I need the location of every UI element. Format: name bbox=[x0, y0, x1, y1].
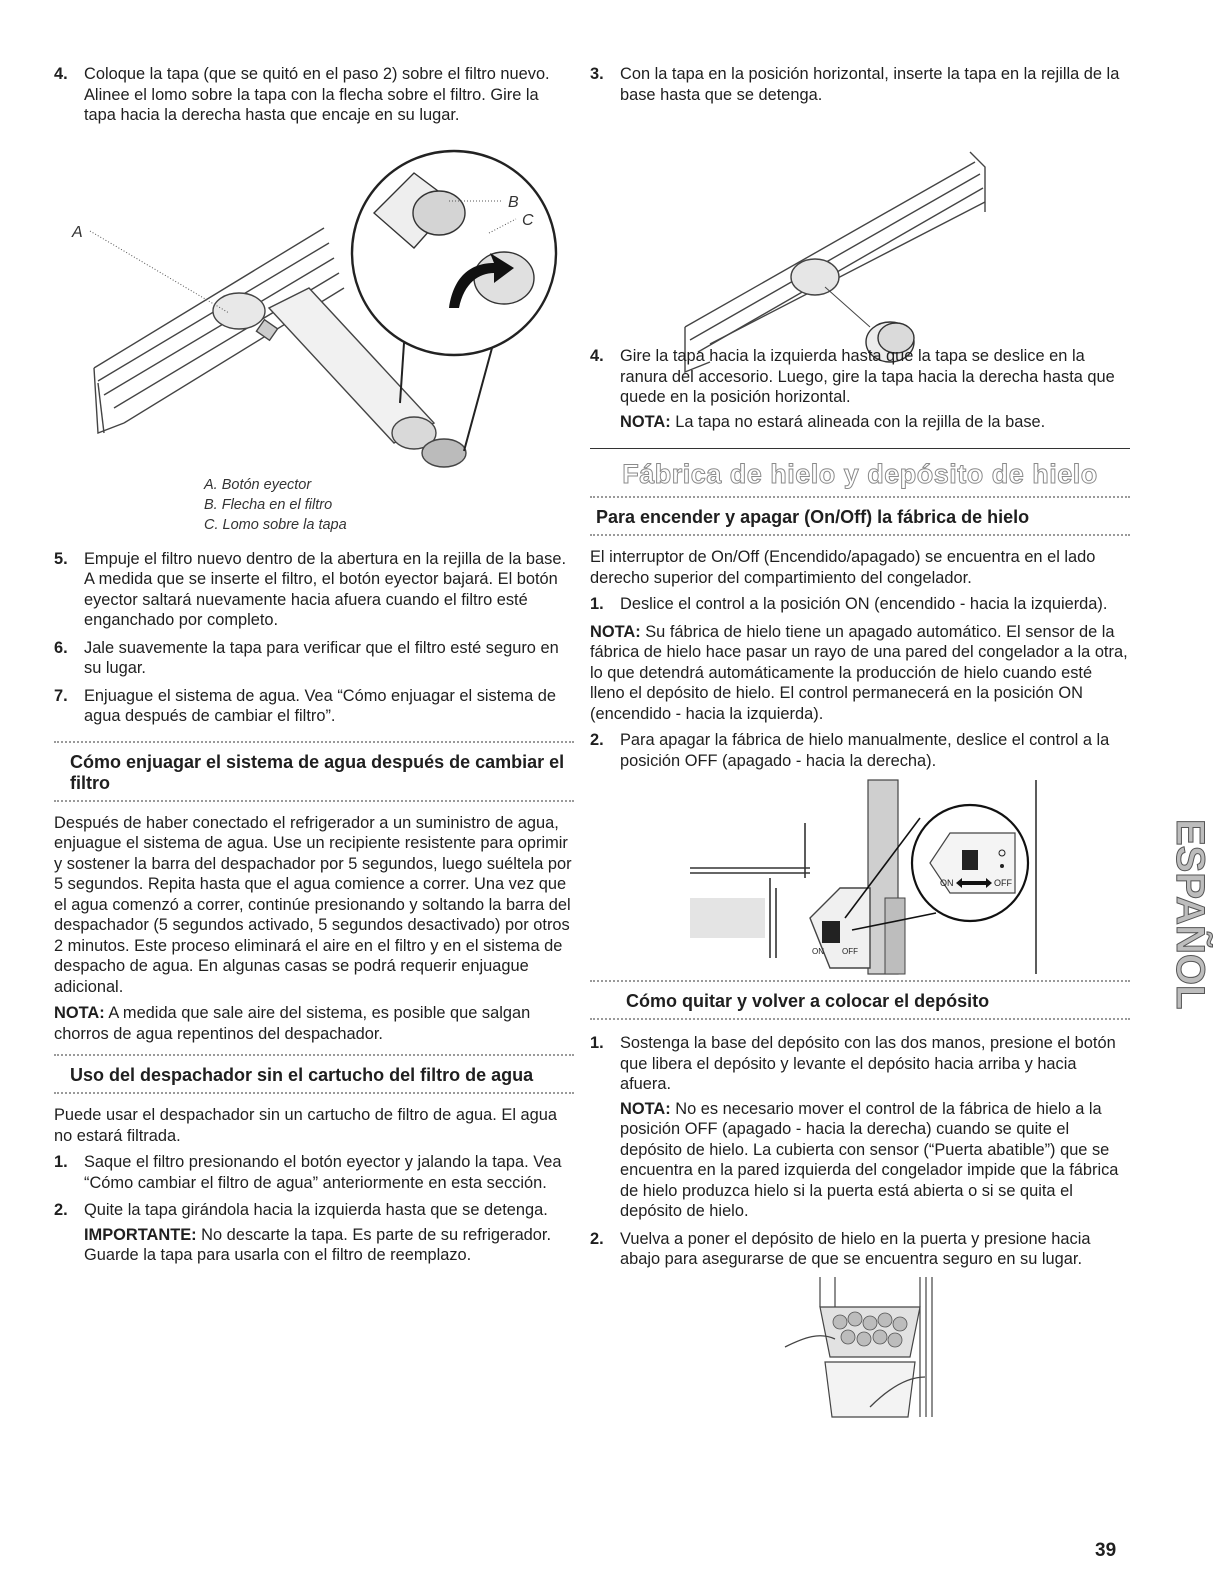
note-label: NOTA: bbox=[620, 412, 671, 431]
heading-no-filter: Uso del despachador sin el cartucho del filtro de agua bbox=[70, 1065, 534, 1085]
divider bbox=[590, 534, 1130, 539]
step-4-cap bbox=[54, 64, 574, 126]
label-c: C bbox=[522, 211, 534, 229]
ice-maker-switch-illustration bbox=[590, 778, 1130, 978]
label-b: B bbox=[508, 193, 519, 211]
divider bbox=[54, 1054, 574, 1059]
divider bbox=[590, 1018, 1130, 1023]
important-label: IMPORTANTE: bbox=[84, 1225, 197, 1244]
step-text: Empuje el filtro nuevo dentro de la abertura en la rejilla de la base. A medida que se inserte el filtro, el botón eyector bajará. El botón eyector saltará nuevamente hacia afuera cuando el filtro esté enganchado por completo. bbox=[84, 549, 566, 629]
step-5 bbox=[54, 549, 574, 631]
step-4-rotate bbox=[590, 346, 1130, 432]
step-number: 1. bbox=[590, 1034, 604, 1052]
step-text: Coloque la tapa (que se quitó en el paso 2) sobre el filtro nuevo. Alinee el lomo sobre la tapa con la flecha sobre el filtro. Gire la tapa hacia la derecha hasta que encaje en su lugar. bbox=[84, 65, 550, 124]
left-column bbox=[54, 64, 574, 1273]
ice-bin-illustration bbox=[590, 1277, 1130, 1427]
on-off-paragraph: El interruptor de On/Off (Encendido/apagado) se encuentra en el lado derecho superior del compartimiento del congelador. bbox=[590, 548, 1096, 587]
heading-bin: Cómo quitar y volver a colocar el depósito bbox=[626, 991, 990, 1011]
switch-on-label-small: ON bbox=[812, 947, 824, 956]
flush-note bbox=[54, 1003, 574, 1044]
step-text: Sostenga la base del depósito con las dos manos, presione el botón que libera el depósito y levante el depósito hacia arriba y hacia afuera. bbox=[620, 1034, 1116, 1093]
note-text: No es necesario mover el control de la fábrica de hielo a la posición OFF (apagado - hacia la derecha) cuando se quite el depósito de hielo. La cubierta con sensor (“Puerta abatible”) que se encuentra en la pared izquierda del congelador impide que la fábrica de hielo produzca hielo si la puerta está abierta o si se quita el depósito de hielo. bbox=[620, 1099, 1119, 1220]
step-text: Vuelva a poner el depósito de hielo en la puerta y presione hacia abajo para asegurarse de que se encuentra seguro en su lugar. bbox=[620, 1229, 1091, 1268]
note-text: Su fábrica de hielo tiene un apagado automático. El sensor de la fábrica de hielo hace pasar un rayo de una pared del congelador a la otra, lo que detendrá automáticamente la producción de hielo cuando esté lleno el depósito de hielo. El control permanecerá en la posición ON (encendido - hacia la izquierda). bbox=[590, 622, 1128, 723]
section-title: Fábrica de hielo y depósito de hielo bbox=[622, 459, 1098, 489]
step-number: 6. bbox=[54, 638, 68, 657]
label-a: A bbox=[72, 223, 83, 241]
divider bbox=[54, 800, 574, 805]
divider bbox=[54, 741, 574, 746]
heading-flush: Cómo enjuagar el sistema de agua después de cambiar el filtro bbox=[70, 751, 565, 793]
rotate-note bbox=[620, 412, 1130, 433]
step-6 bbox=[54, 638, 574, 679]
on-step-1 bbox=[590, 594, 1130, 615]
on-step-2 bbox=[590, 730, 1130, 771]
step-text: Deslice el control a la posición ON (encendido - hacia la izquierda). bbox=[620, 595, 1108, 613]
important-text: No descarte la tapa. Es parte de su refrigerador. Guarde la tapa para usarla con el filtro de reemplazo. bbox=[84, 1225, 552, 1264]
flush-paragraph: Después de haber conectado el refrigerador a un suministro de agua, enjuague el sistema de agua. Use un recipiente resistente para oprimir y sostener la barra del despachador por 5 segundos, luego suéltela por 5 segundos. Repita hasta que el agua comience a correr. Una vez que el agua comenzó a correr, continúe presionando y soltando la barra del despachador (5 segundos activado, 5 segundos desactivado) por otros 2 minutos. Este proceso eliminará el aire en el filtro y en el sistema de despacho de agua. En algunas casas se podrá requerir enjuague adicional. bbox=[54, 813, 572, 996]
figure-captions bbox=[204, 475, 574, 535]
step-number: 2. bbox=[54, 1201, 68, 1219]
cap-insert-illustration bbox=[590, 112, 1130, 352]
step-text: Con la tapa en la posición horizontal, inserte la tapa en la rejilla de la base hasta que se detenga. bbox=[620, 65, 1120, 104]
right-column bbox=[590, 64, 1130, 1427]
caption-b: B. Flecha en el filtro bbox=[204, 496, 333, 513]
side-tab-text: ESPAÑOL bbox=[1168, 819, 1212, 1010]
step-text: Enjuague el sistema de agua. Vea “Cómo enjuagar el sistema de agua después de cambiar el filtro”. bbox=[84, 686, 556, 725]
step-number: 3. bbox=[590, 65, 604, 83]
bin-step-1 bbox=[590, 1033, 1130, 1222]
page-number: 39 bbox=[1095, 1540, 1117, 1561]
divider bbox=[590, 980, 1130, 985]
note-label: NOTA: bbox=[590, 622, 641, 641]
step-number: 1. bbox=[54, 1153, 68, 1171]
nf-step-2 bbox=[54, 1200, 574, 1266]
heading-on-off: Para encender y apagar (On/Off) la fábrica de hielo bbox=[596, 507, 1030, 527]
divider bbox=[590, 496, 1130, 501]
step-text: Gire la tapa hacia la izquierda hasta que la tapa se deslice en la ranura del accesorio. Luego, gire la tapa hacia la derecha hasta que quede en la posición horizontal. bbox=[620, 347, 1115, 406]
step-text: Para apagar la fábrica de hielo manualmente, deslice el control a la posición OFF (apagado - hacia la derecha). bbox=[620, 731, 1110, 770]
step-number: 2. bbox=[590, 731, 604, 749]
note-text: A medida que sale aire del sistema, es posible que salgan chorros de agua repentinos del despachador. bbox=[54, 1004, 531, 1043]
step-number: 7. bbox=[54, 686, 68, 705]
switch-off-label-small: OFF bbox=[842, 947, 858, 956]
step-number: 4. bbox=[590, 347, 604, 365]
step-text: Jale suavemente la tapa para verificar que el filtro esté seguro en su lugar. bbox=[84, 638, 559, 677]
step-7 bbox=[54, 686, 574, 727]
step-number: 4. bbox=[54, 65, 68, 83]
nf-step-1 bbox=[54, 1152, 574, 1193]
nofilter-paragraph: Puede usar el despachador sin un cartucho de filtro de agua. El agua no estará filtrada. bbox=[54, 1106, 557, 1145]
section-rule bbox=[590, 448, 1130, 449]
step-number: 1. bbox=[590, 595, 604, 613]
bin-step-2 bbox=[590, 1229, 1130, 1270]
note-text: La tapa no estará alineada con la rejilla de la base. bbox=[670, 412, 1046, 431]
step-text: Quite la tapa girándola hacia la izquierda hasta que se detenga. bbox=[84, 1201, 548, 1219]
on-off-note bbox=[590, 622, 1130, 725]
step-3-insert bbox=[590, 64, 1130, 105]
language-side-tab bbox=[1152, 815, 1212, 1055]
important-note bbox=[84, 1225, 574, 1266]
switch-off-label: OFF bbox=[994, 878, 1012, 888]
step-number: 2. bbox=[590, 1229, 604, 1248]
step-number: 5. bbox=[54, 549, 68, 568]
switch-on-label: ON bbox=[940, 878, 954, 888]
caption-c: C. Lomo sobre la tapa bbox=[204, 516, 347, 533]
step-text: Saque el filtro presionando el botón eyector y jalando la tapa. Vea “Cómo cambiar el filtro de agua” anteriormente en esta sección. bbox=[84, 1153, 562, 1192]
bin-note bbox=[620, 1099, 1130, 1222]
divider bbox=[54, 1092, 574, 1097]
note-label: NOTA: bbox=[620, 1099, 671, 1118]
caption-a: A. Botón eyector bbox=[204, 476, 312, 493]
note-label: NOTA: bbox=[54, 1004, 105, 1022]
filter-cap-illustration bbox=[54, 133, 574, 463]
